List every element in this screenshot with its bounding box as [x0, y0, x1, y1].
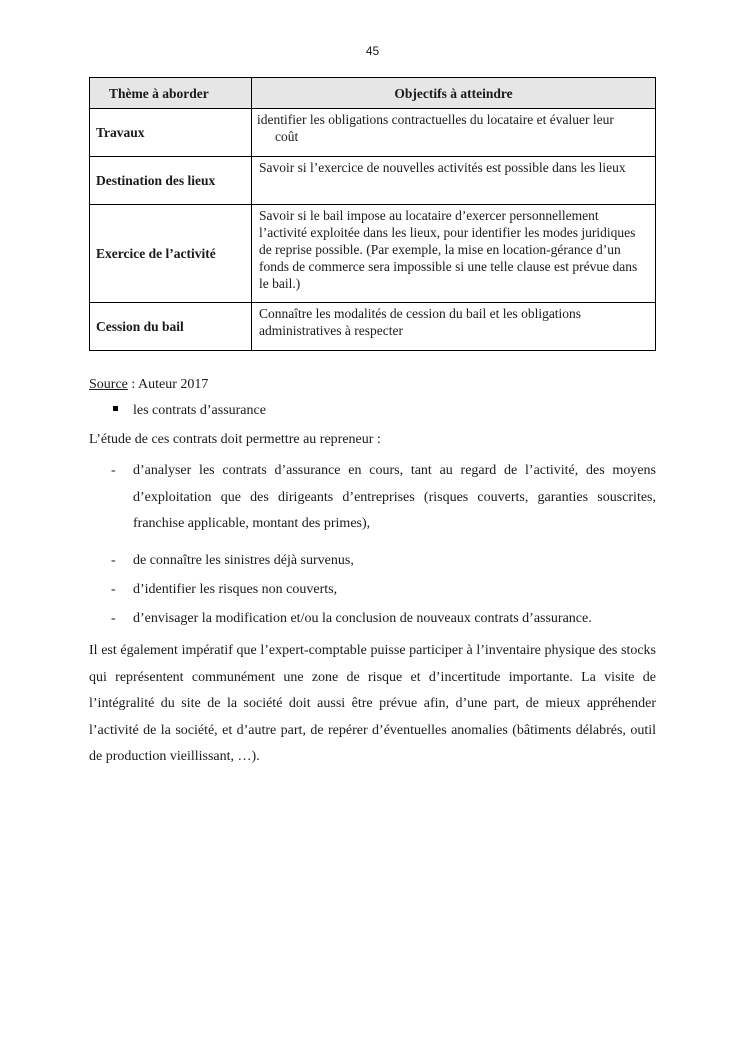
dash-item-text: d’analyser les contrats d’assurance en cours, tant au regard de l’activité, des moyens d’exploitation que des dirigeants d’entreprises (risques couverts, garanties souscrites, franchise applicable, montant des primes), [133, 463, 656, 531]
dash-marker: - [111, 553, 116, 568]
dash-list-item [111, 606, 656, 633]
source-line [89, 377, 656, 393]
table-row [90, 109, 656, 157]
source-label: Source [89, 377, 128, 392]
square-bullet-icon [113, 406, 118, 411]
table-row [90, 303, 656, 351]
dash-item-text: d’envisager la modification et/ou la conclusion de nouveaux contrats d’assurance. [133, 611, 592, 626]
bullet-item [113, 403, 266, 419]
row-theme: Destination des lieux [90, 157, 252, 205]
dash-item-text: d’identifier les risques non couverts, [133, 582, 338, 597]
page-number: 45 [365, 44, 380, 58]
table-header-row [90, 78, 656, 109]
header-objectives: Objectifs à atteindre [252, 78, 656, 109]
intro-text: L’étude de ces contrats doit permettre au repreneur : [89, 432, 381, 447]
dash-list-item [111, 548, 656, 575]
dash-list-item [111, 577, 656, 604]
body-paragraph: Il est également impératif que l’expert-comptable puisse participer à l’inventaire physique des stocks qui représentent communément une zone de risque et d’incertitude importante. La visite de l’intégralité du site de la société doit aussi être prévue afin, d’une part, de mieux appréhender l’activité de la société, et d’autre part, de repérer d’éventuelles anomalies (bâtiments délabrés, outil de production vieillissant, …). [89, 643, 656, 764]
row-theme: Travaux [90, 109, 252, 157]
table-row [90, 205, 656, 303]
objective-line: identifier les obligations contractuelles du locataire et évaluer leur [257, 112, 614, 127]
header-theme: Thème à aborder [90, 78, 252, 109]
themes-table [89, 77, 656, 351]
row-theme: Exercice de l’activité [90, 205, 252, 303]
row-theme: Cession du bail [90, 303, 252, 351]
row-objective: Connaître les modalités de cession du bail et les obligations administratives à respecter [252, 303, 656, 351]
row-objective: Savoir si l’exercice de nouvelles activités est possible dans les lieux [252, 157, 656, 205]
row-objective [252, 109, 656, 157]
dash-marker: - [111, 611, 116, 626]
dash-marker: - [111, 582, 116, 597]
row-objective: Savoir si le bail impose au locataire d’exercer personnellement l’activité exploitée dans les lieux, pour identifier les modes juridiques de reprise possible. (Par exemple, la mise en location-gérance d’un fonds de commerce sera impossible si une telle clause est prévue dans le bail.) [252, 205, 656, 303]
dash-marker: - [111, 463, 116, 478]
dash-item-text: de connaître les sinistres déjà survenus, [133, 553, 354, 568]
bullet-text: les contrats d’assurance [133, 403, 266, 418]
table-row [90, 157, 656, 205]
objective-line: coût [275, 129, 299, 144]
dash-list-item [111, 458, 656, 538]
source-text: : Auteur 2017 [127, 377, 209, 392]
